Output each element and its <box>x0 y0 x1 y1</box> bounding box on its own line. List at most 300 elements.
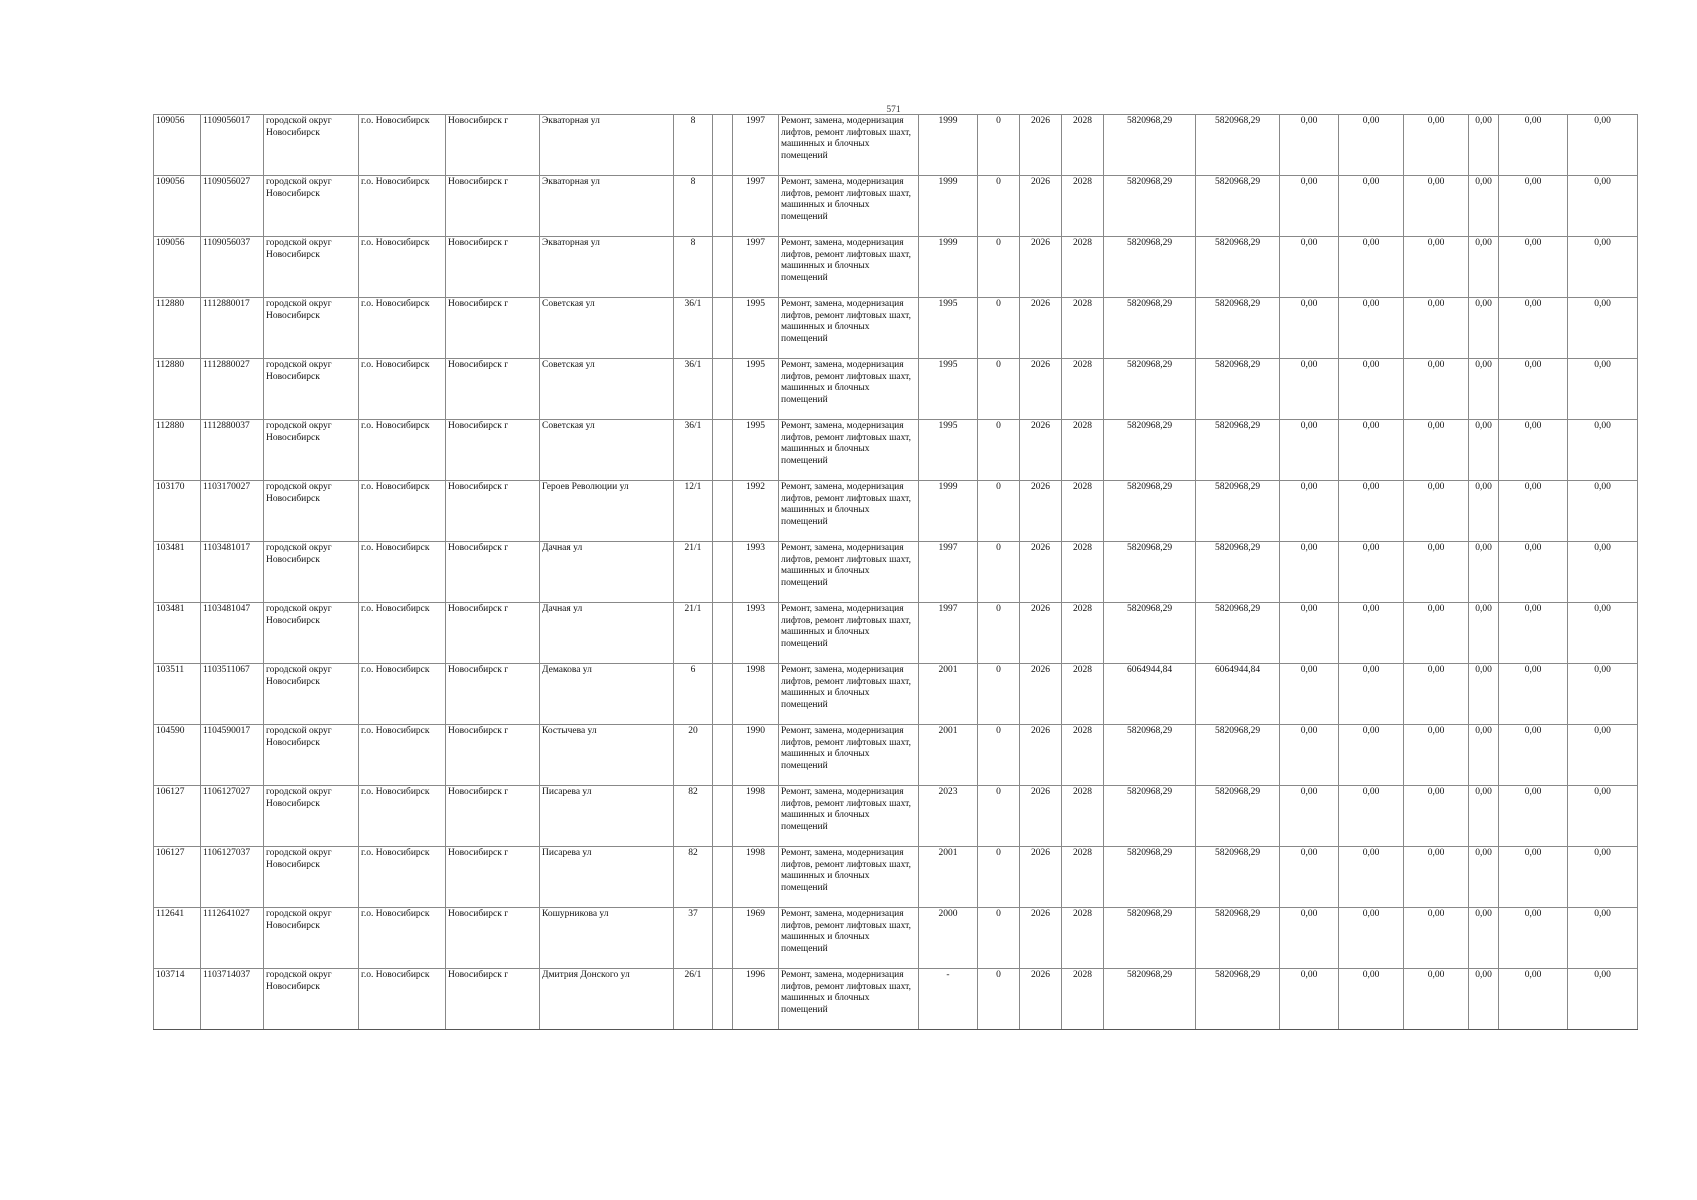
cell-locality: Новосибирск г <box>446 420 540 481</box>
cell-cost-total: 5820968,29 <box>1104 725 1196 786</box>
cell-cost-owners: 0,00 <box>1499 176 1568 237</box>
cell-cost-local: 0,00 <box>1404 481 1469 542</box>
cell-lift-id: 1106127027 <box>201 786 264 847</box>
cell-street: Советская ул <box>540 359 674 420</box>
cell-cost-other: 0,00 <box>1469 847 1499 908</box>
cell-municipal-formation: г.о. Новосибирск <box>359 603 446 664</box>
cell-plan-start-year: 2026 <box>1020 725 1062 786</box>
cell-cost-regional: 0,00 <box>1339 664 1404 725</box>
cell-cost-other: 0,00 <box>1469 359 1499 420</box>
cell-build-year: 1997 <box>733 176 779 237</box>
table-row <box>154 420 1638 481</box>
cell-plan-start-year: 2026 <box>1020 664 1062 725</box>
cell-cost-owners: 0,00 <box>1499 725 1568 786</box>
cell-building <box>713 237 733 298</box>
cell-cost-total: 5820968,29 <box>1104 847 1196 908</box>
cell-street: Героев Революции ул <box>540 481 674 542</box>
table-row <box>154 847 1638 908</box>
cell-house-id: 112641 <box>154 908 201 969</box>
cell-work-type: Ремонт, замена, модернизация лифтов, ремонт лифтовых шахт, машинных и блочных помещений <box>779 908 919 969</box>
cell-commission-year: 2023 <box>919 786 978 847</box>
cell-cost-federal: 0,00 <box>1280 176 1339 237</box>
cell-cost-total: 5820968,29 <box>1104 542 1196 603</box>
cell-commission-year: 1995 <box>919 298 978 359</box>
cell-plan-start-year: 2026 <box>1020 542 1062 603</box>
cell-work-type: Ремонт, замена, модернизация лифтов, ремонт лифтовых шахт, машинных и блочных помещений <box>779 786 919 847</box>
cell-cost-extra: 0,00 <box>1568 115 1638 176</box>
cell-wear: 0 <box>978 725 1020 786</box>
cell-house-number: 12/1 <box>674 481 713 542</box>
cell-cost-regional: 0,00 <box>1339 603 1404 664</box>
cell-cost-other: 0,00 <box>1469 969 1499 1030</box>
cell-house-id: 106127 <box>154 847 201 908</box>
cell-cost-regional: 0,00 <box>1339 420 1404 481</box>
cell-cost-extra: 0,00 <box>1568 542 1638 603</box>
cell-street: Экваторная ул <box>540 115 674 176</box>
cell-cost-owners: 0,00 <box>1499 786 1568 847</box>
cell-cost-extra: 0,00 <box>1568 969 1638 1030</box>
cell-house-number: 36/1 <box>674 420 713 481</box>
cell-cost-fund: 5820968,29 <box>1196 725 1280 786</box>
cell-locality: Новосибирск г <box>446 359 540 420</box>
cell-house-number: 6 <box>674 664 713 725</box>
cell-street: Писарева ул <box>540 847 674 908</box>
cell-lift-id: 1109056027 <box>201 176 264 237</box>
cell-cost-local: 0,00 <box>1404 420 1469 481</box>
cell-cost-local: 0,00 <box>1404 359 1469 420</box>
cell-commission-year: 1999 <box>919 115 978 176</box>
cell-work-type: Ремонт, замена, модернизация лифтов, ремонт лифтовых шахт, машинных и блочных помещений <box>779 969 919 1030</box>
cell-cost-regional: 0,00 <box>1339 786 1404 847</box>
cell-cost-other: 0,00 <box>1469 908 1499 969</box>
cell-municipal-formation: г.о. Новосибирск <box>359 969 446 1030</box>
cell-house-id: 112880 <box>154 359 201 420</box>
cell-building <box>713 420 733 481</box>
cell-lift-id: 1112880027 <box>201 359 264 420</box>
cell-municipal-formation: г.о. Новосибирск <box>359 786 446 847</box>
cell-cost-total: 6064944,84 <box>1104 664 1196 725</box>
cell-house-number: 82 <box>674 847 713 908</box>
cell-locality: Новосибирск г <box>446 481 540 542</box>
cell-cost-federal: 0,00 <box>1280 969 1339 1030</box>
cell-cost-federal: 0,00 <box>1280 725 1339 786</box>
cell-house-number: 26/1 <box>674 969 713 1030</box>
cell-work-type: Ремонт, замена, модернизация лифтов, ремонт лифтовых шахт, машинных и блочных помещений <box>779 115 919 176</box>
cell-commission-year: 1995 <box>919 420 978 481</box>
cell-locality: Новосибирск г <box>446 115 540 176</box>
cell-plan-start-year: 2026 <box>1020 237 1062 298</box>
cell-cost-extra: 0,00 <box>1568 603 1638 664</box>
cell-cost-other: 0,00 <box>1469 176 1499 237</box>
cell-wear: 0 <box>978 115 1020 176</box>
cell-work-type: Ремонт, замена, модернизация лифтов, ремонт лифтовых шахт, машинных и блочных помещений <box>779 298 919 359</box>
table-row <box>154 115 1638 176</box>
cell-municipality: городской округ Новосибирск <box>264 847 359 908</box>
cell-house-number: 8 <box>674 115 713 176</box>
cell-lift-id: 1103170027 <box>201 481 264 542</box>
cell-plan-start-year: 2026 <box>1020 359 1062 420</box>
cell-cost-owners: 0,00 <box>1499 664 1568 725</box>
cell-street: Писарева ул <box>540 786 674 847</box>
cell-municipal-formation: г.о. Новосибирск <box>359 176 446 237</box>
cell-lift-id: 1103511067 <box>201 664 264 725</box>
cell-municipal-formation: г.о. Новосибирск <box>359 481 446 542</box>
cell-lift-id: 1109056017 <box>201 115 264 176</box>
cell-commission-year: 2001 <box>919 847 978 908</box>
cell-plan-end-year: 2028 <box>1062 969 1104 1030</box>
cell-cost-fund: 5820968,29 <box>1196 298 1280 359</box>
cell-cost-total: 5820968,29 <box>1104 115 1196 176</box>
cell-wear: 0 <box>978 786 1020 847</box>
registry-table <box>153 114 1638 1030</box>
cell-municipal-formation: г.о. Новосибирск <box>359 908 446 969</box>
cell-build-year: 1992 <box>733 481 779 542</box>
cell-municipality: городской округ Новосибирск <box>264 420 359 481</box>
cell-municipality: городской округ Новосибирск <box>264 542 359 603</box>
cell-building <box>713 176 733 237</box>
cell-cost-fund: 5820968,29 <box>1196 237 1280 298</box>
cell-cost-owners: 0,00 <box>1499 481 1568 542</box>
cell-municipal-formation: г.о. Новосибирск <box>359 847 446 908</box>
cell-street: Экваторная ул <box>540 237 674 298</box>
cell-plan-end-year: 2028 <box>1062 664 1104 725</box>
cell-house-number: 8 <box>674 176 713 237</box>
cell-cost-federal: 0,00 <box>1280 420 1339 481</box>
cell-building <box>713 481 733 542</box>
cell-cost-federal: 0,00 <box>1280 542 1339 603</box>
cell-wear: 0 <box>978 298 1020 359</box>
cell-building <box>713 969 733 1030</box>
cell-cost-extra: 0,00 <box>1568 847 1638 908</box>
cell-cost-extra: 0,00 <box>1568 176 1638 237</box>
cell-municipality: городской округ Новосибирск <box>264 481 359 542</box>
cell-cost-other: 0,00 <box>1469 115 1499 176</box>
cell-plan-start-year: 2026 <box>1020 176 1062 237</box>
cell-work-type: Ремонт, замена, модернизация лифтов, ремонт лифтовых шахт, машинных и блочных помещений <box>779 237 919 298</box>
cell-street: Демакова ул <box>540 664 674 725</box>
cell-cost-regional: 0,00 <box>1339 298 1404 359</box>
cell-house-number: 36/1 <box>674 298 713 359</box>
cell-house-number: 37 <box>674 908 713 969</box>
table-row <box>154 359 1638 420</box>
cell-house-number: 82 <box>674 786 713 847</box>
cell-cost-local: 0,00 <box>1404 664 1469 725</box>
cell-build-year: 1997 <box>733 115 779 176</box>
cell-plan-end-year: 2028 <box>1062 908 1104 969</box>
cell-plan-end-year: 2028 <box>1062 298 1104 359</box>
cell-cost-other: 0,00 <box>1469 420 1499 481</box>
cell-build-year: 1993 <box>733 542 779 603</box>
cell-cost-local: 0,00 <box>1404 603 1469 664</box>
cell-building <box>713 664 733 725</box>
cell-cost-extra: 0,00 <box>1568 298 1638 359</box>
cell-cost-fund: 5820968,29 <box>1196 908 1280 969</box>
cell-work-type: Ремонт, замена, модернизация лифтов, ремонт лифтовых шахт, машинных и блочных помещений <box>779 481 919 542</box>
cell-cost-regional: 0,00 <box>1339 176 1404 237</box>
cell-municipality: городской округ Новосибирск <box>264 969 359 1030</box>
cell-municipal-formation: г.о. Новосибирск <box>359 237 446 298</box>
cell-street: Кошурникова ул <box>540 908 674 969</box>
cell-house-id: 103170 <box>154 481 201 542</box>
cell-work-type: Ремонт, замена, модернизация лифтов, ремонт лифтовых шахт, машинных и блочных помещений <box>779 542 919 603</box>
cell-cost-federal: 0,00 <box>1280 786 1339 847</box>
cell-locality: Новосибирск г <box>446 969 540 1030</box>
cell-locality: Новосибирск г <box>446 725 540 786</box>
cell-plan-start-year: 2026 <box>1020 969 1062 1030</box>
cell-cost-local: 0,00 <box>1404 908 1469 969</box>
cell-house-number: 8 <box>674 237 713 298</box>
cell-cost-total: 5820968,29 <box>1104 969 1196 1030</box>
cell-cost-fund: 5820968,29 <box>1196 115 1280 176</box>
cell-building <box>713 359 733 420</box>
cell-cost-other: 0,00 <box>1469 237 1499 298</box>
cell-locality: Новосибирск г <box>446 664 540 725</box>
cell-plan-start-year: 2026 <box>1020 420 1062 481</box>
cell-building <box>713 298 733 359</box>
cell-work-type: Ремонт, замена, модернизация лифтов, ремонт лифтовых шахт, машинных и блочных помещений <box>779 176 919 237</box>
cell-street: Советская ул <box>540 420 674 481</box>
cell-wear: 0 <box>978 908 1020 969</box>
cell-work-type: Ремонт, замена, модернизация лифтов, ремонт лифтовых шахт, машинных и блочных помещений <box>779 603 919 664</box>
cell-wear: 0 <box>978 420 1020 481</box>
cell-building <box>713 725 733 786</box>
cell-municipality: городской округ Новосибирск <box>264 115 359 176</box>
cell-cost-fund: 5820968,29 <box>1196 603 1280 664</box>
cell-cost-regional: 0,00 <box>1339 542 1404 603</box>
cell-build-year: 1997 <box>733 237 779 298</box>
cell-cost-other: 0,00 <box>1469 603 1499 664</box>
cell-cost-other: 0,00 <box>1469 725 1499 786</box>
cell-commission-year: 1999 <box>919 176 978 237</box>
cell-cost-owners: 0,00 <box>1499 542 1568 603</box>
cell-cost-federal: 0,00 <box>1280 603 1339 664</box>
cell-building <box>713 603 733 664</box>
cell-cost-regional: 0,00 <box>1339 481 1404 542</box>
cell-cost-fund: 5820968,29 <box>1196 420 1280 481</box>
cell-cost-federal: 0,00 <box>1280 847 1339 908</box>
cell-municipality: городской округ Новосибирск <box>264 237 359 298</box>
table-row <box>154 176 1638 237</box>
cell-cost-regional: 0,00 <box>1339 359 1404 420</box>
cell-municipal-formation: г.о. Новосибирск <box>359 359 446 420</box>
cell-street: Советская ул <box>540 298 674 359</box>
cell-cost-regional: 0,00 <box>1339 847 1404 908</box>
cell-locality: Новосибирск г <box>446 298 540 359</box>
cell-locality: Новосибирск г <box>446 603 540 664</box>
cell-work-type: Ремонт, замена, модернизация лифтов, ремонт лифтовых шахт, машинных и блочных помещений <box>779 664 919 725</box>
cell-cost-total: 5820968,29 <box>1104 237 1196 298</box>
cell-house-id: 109056 <box>154 237 201 298</box>
cell-house-id: 103714 <box>154 969 201 1030</box>
cell-cost-owners: 0,00 <box>1499 969 1568 1030</box>
cell-building <box>713 847 733 908</box>
cell-commission-year: 1995 <box>919 359 978 420</box>
cell-plan-end-year: 2028 <box>1062 115 1104 176</box>
cell-cost-other: 0,00 <box>1469 786 1499 847</box>
cell-work-type: Ремонт, замена, модернизация лифтов, ремонт лифтовых шахт, машинных и блочных помещений <box>779 725 919 786</box>
cell-cost-owners: 0,00 <box>1499 847 1568 908</box>
cell-build-year: 1998 <box>733 786 779 847</box>
table-row <box>154 542 1638 603</box>
cell-cost-extra: 0,00 <box>1568 420 1638 481</box>
cell-cost-fund: 5820968,29 <box>1196 786 1280 847</box>
cell-work-type: Ремонт, замена, модернизация лифтов, ремонт лифтовых шахт, машинных и блочных помещений <box>779 420 919 481</box>
cell-cost-extra: 0,00 <box>1568 481 1638 542</box>
cell-cost-local: 0,00 <box>1404 847 1469 908</box>
cell-commission-year: 1997 <box>919 603 978 664</box>
cell-cost-other: 0,00 <box>1469 664 1499 725</box>
cell-house-id: 103511 <box>154 664 201 725</box>
cell-cost-extra: 0,00 <box>1568 664 1638 725</box>
cell-cost-fund: 5820968,29 <box>1196 359 1280 420</box>
cell-municipality: городской округ Новосибирск <box>264 603 359 664</box>
cell-cost-extra: 0,00 <box>1568 359 1638 420</box>
cell-cost-owners: 0,00 <box>1499 359 1568 420</box>
table-row <box>154 725 1638 786</box>
cell-house-id: 109056 <box>154 115 201 176</box>
cell-cost-federal: 0,00 <box>1280 359 1339 420</box>
cell-locality: Новосибирск г <box>446 786 540 847</box>
cell-commission-year: 2000 <box>919 908 978 969</box>
table-row <box>154 481 1638 542</box>
cell-cost-owners: 0,00 <box>1499 298 1568 359</box>
cell-building <box>713 908 733 969</box>
cell-cost-other: 0,00 <box>1469 542 1499 603</box>
cell-street: Костычева ул <box>540 725 674 786</box>
cell-locality: Новосибирск г <box>446 542 540 603</box>
cell-plan-start-year: 2026 <box>1020 298 1062 359</box>
cell-cost-federal: 0,00 <box>1280 908 1339 969</box>
cell-build-year: 1995 <box>733 359 779 420</box>
cell-cost-total: 5820968,29 <box>1104 603 1196 664</box>
cell-plan-end-year: 2028 <box>1062 847 1104 908</box>
cell-plan-end-year: 2028 <box>1062 237 1104 298</box>
table-row <box>154 298 1638 359</box>
cell-building <box>713 786 733 847</box>
cell-build-year: 1996 <box>733 969 779 1030</box>
cell-municipal-formation: г.о. Новосибирск <box>359 420 446 481</box>
cell-house-number: 20 <box>674 725 713 786</box>
cell-cost-federal: 0,00 <box>1280 298 1339 359</box>
cell-cost-local: 0,00 <box>1404 237 1469 298</box>
cell-street: Экваторная ул <box>540 176 674 237</box>
cell-house-id: 109056 <box>154 176 201 237</box>
cell-cost-owners: 0,00 <box>1499 420 1568 481</box>
cell-cost-federal: 0,00 <box>1280 481 1339 542</box>
cell-cost-local: 0,00 <box>1404 176 1469 237</box>
cell-cost-owners: 0,00 <box>1499 115 1568 176</box>
cell-plan-end-year: 2028 <box>1062 481 1104 542</box>
cell-house-number: 36/1 <box>674 359 713 420</box>
cell-municipality: городской округ Новосибирск <box>264 176 359 237</box>
cell-lift-id: 1103481047 <box>201 603 264 664</box>
cell-cost-local: 0,00 <box>1404 298 1469 359</box>
table-row <box>154 969 1638 1030</box>
cell-lift-id: 1109056037 <box>201 237 264 298</box>
cell-cost-total: 5820968,29 <box>1104 908 1196 969</box>
cell-cost-fund: 5820968,29 <box>1196 542 1280 603</box>
table-row <box>154 786 1638 847</box>
cell-cost-local: 0,00 <box>1404 115 1469 176</box>
cell-work-type: Ремонт, замена, модернизация лифтов, ремонт лифтовых шахт, машинных и блочных помещений <box>779 359 919 420</box>
cell-cost-fund: 6064944,84 <box>1196 664 1280 725</box>
cell-plan-end-year: 2028 <box>1062 420 1104 481</box>
cell-build-year: 1998 <box>733 664 779 725</box>
table-row <box>154 237 1638 298</box>
cell-cost-fund: 5820968,29 <box>1196 176 1280 237</box>
cell-cost-extra: 0,00 <box>1568 908 1638 969</box>
cell-street: Дачная ул <box>540 542 674 603</box>
cell-wear: 0 <box>978 847 1020 908</box>
cell-locality: Новосибирск г <box>446 176 540 237</box>
cell-house-id: 106127 <box>154 786 201 847</box>
cell-cost-regional: 0,00 <box>1339 908 1404 969</box>
cell-commission-year: 2001 <box>919 725 978 786</box>
cell-build-year: 1993 <box>733 603 779 664</box>
cell-cost-fund: 5820968,29 <box>1196 481 1280 542</box>
cell-lift-id: 1103481017 <box>201 542 264 603</box>
cell-municipality: городской округ Новосибирск <box>264 359 359 420</box>
cell-cost-owners: 0,00 <box>1499 237 1568 298</box>
cell-street: Дачная ул <box>540 603 674 664</box>
cell-building <box>713 542 733 603</box>
cell-lift-id: 1104590017 <box>201 725 264 786</box>
cell-house-id: 104590 <box>154 725 201 786</box>
cell-cost-extra: 0,00 <box>1568 725 1638 786</box>
cell-work-type: Ремонт, замена, модернизация лифтов, ремонт лифтовых шахт, машинных и блочных помещений <box>779 847 919 908</box>
cell-cost-total: 5820968,29 <box>1104 481 1196 542</box>
cell-locality: Новосибирск г <box>446 237 540 298</box>
cell-house-number: 21/1 <box>674 542 713 603</box>
cell-plan-end-year: 2028 <box>1062 786 1104 847</box>
cell-lift-id: 1112880017 <box>201 298 264 359</box>
cell-cost-other: 0,00 <box>1469 481 1499 542</box>
cell-build-year: 1995 <box>733 420 779 481</box>
cell-municipality: городской округ Новосибирск <box>264 725 359 786</box>
cell-cost-extra: 0,00 <box>1568 786 1638 847</box>
cell-commission-year: 1999 <box>919 237 978 298</box>
cell-municipal-formation: г.о. Новосибирск <box>359 115 446 176</box>
cell-cost-total: 5820968,29 <box>1104 359 1196 420</box>
cell-plan-end-year: 2028 <box>1062 359 1104 420</box>
cell-plan-end-year: 2028 <box>1062 542 1104 603</box>
cell-municipal-formation: г.о. Новосибирск <box>359 298 446 359</box>
cell-plan-start-year: 2026 <box>1020 603 1062 664</box>
cell-house-number: 21/1 <box>674 603 713 664</box>
cell-wear: 0 <box>978 664 1020 725</box>
cell-municipal-formation: г.о. Новосибирск <box>359 664 446 725</box>
cell-house-id: 112880 <box>154 298 201 359</box>
cell-plan-end-year: 2028 <box>1062 603 1104 664</box>
page-number: 571 <box>886 105 901 115</box>
cell-cost-regional: 0,00 <box>1339 969 1404 1030</box>
table-row <box>154 603 1638 664</box>
cell-cost-owners: 0,00 <box>1499 908 1568 969</box>
cell-plan-start-year: 2026 <box>1020 847 1062 908</box>
cell-municipal-formation: г.о. Новосибирск <box>359 725 446 786</box>
cell-cost-other: 0,00 <box>1469 298 1499 359</box>
cell-wear: 0 <box>978 237 1020 298</box>
table-row <box>154 664 1638 725</box>
cell-municipal-formation: г.о. Новосибирск <box>359 542 446 603</box>
cell-cost-regional: 0,00 <box>1339 237 1404 298</box>
cell-wear: 0 <box>978 603 1020 664</box>
cell-commission-year: 1997 <box>919 542 978 603</box>
cell-cost-total: 5820968,29 <box>1104 786 1196 847</box>
cell-plan-start-year: 2026 <box>1020 115 1062 176</box>
cell-lift-id: 1112880037 <box>201 420 264 481</box>
cell-cost-regional: 0,00 <box>1339 115 1404 176</box>
